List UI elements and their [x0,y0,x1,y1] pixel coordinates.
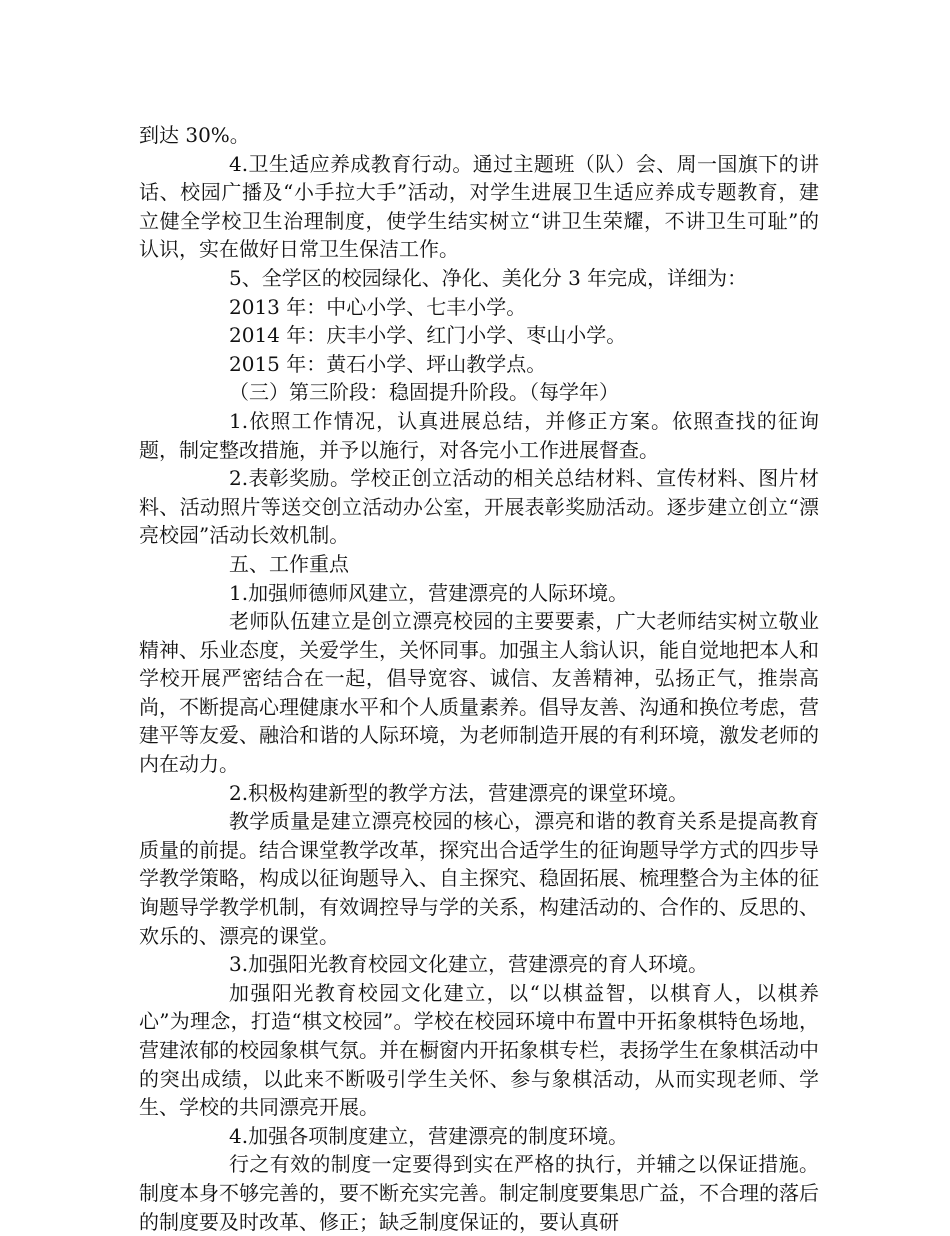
paragraph: 2014 年：庆丰小学、红门小学、枣山小学。 [229,323,627,348]
paragraph: 2015 年：黄石小学、坪山教学点。 [229,351,547,376]
document-body [139,121,819,1236]
paragraph: 教学质量是建立漂亮校园的核心，漂亮和谐的教育关系是提高教育质量的前提。结合课堂教学改革，探究出合适学生的征询题导学方式的四步导学教学策略，构成以征询题导入、自主探究、稳固拓展、梳理整合为主体的征询题导学教学机制，有效调控导与学的关系，构建活动的、合作的、反思的、欢乐的、漂亮的课堂。 [139,809,819,948]
paragraph: 1.依照工作情况，认真进展总结，并修正方案。依照查找的征询题，制定整改措施，并予以施行，对各完小工作进展督查。 [139,408,819,462]
paragraph: 行之有效的制度一定要得到实在严格的执行，并辅之以保证措施。制度本身不够完善的，要不断充实完善。制定制度要集思广益，不合理的落后的制度要及时改革、修正；缺乏制度保证的，要认真研 [139,1152,819,1234]
paragraph: 4.卫生适应养成教育行动。通过主题班（队）会、周一国旗下的讲话、校园广播及“小手拉大手”活动，对学生进展卫生适应养成专题教育，建立健全学校卫生治理制度，使学生结实树立“讲卫生荣耀，不讲卫生可耻”的认识，实在做好日常卫生保洁工作。 [139,151,819,262]
subheading: 3.加强阳光教育校园文化建立，营建漂亮的育人环境。 [229,952,709,977]
section-heading: （三）第三阶段：稳固提升阶段。（每学年） [229,380,619,405]
subheading: 1.加强师德师风建立，营建漂亮的人际环境。 [229,580,629,605]
subheading: 4.加强各项制度建立，营建漂亮的制度环境。 [229,1123,629,1148]
paragraph: 老师队伍建立是创立漂亮校园的主要要素，广大老师结实树立敬业精神、乐业态度，关爱学生，关怀同事。加强主人翁认识，能自觉地把本人和学校开展严密结合在一起，倡导宽容、诚信、友善精神，弘扬正气，推崇高尚，不断提高心理健康水平和个人质量素养。倡导友善、沟通和换位考虑，营建平等友爱、融洽和谐的人际环境，为老师制造开展的有利环境，激发老师的内在动力。 [139,609,819,777]
paragraph: 2.表彰奖励。学校正创立活动的相关总结材料、宣传材料、图片材料、活动照片等送交创立活动办公室，开展表彰奖励活动。逐步建立创立“漂亮校园”活动长效机制。 [139,466,819,548]
section-heading: 五、工作重点 [229,551,349,576]
paragraph: 5、全学区的校园绿化、净化、美化分 3 年完成，详细为： [229,265,748,290]
paragraph: 到达 30%。 [139,123,250,147]
paragraph: 2013 年：中心小学、七丰小学。 [229,294,527,319]
subheading: 2.积极构建新型的教学方法，营建漂亮的课堂环境。 [229,780,689,805]
paragraph: 加强阳光教育校园文化建立，以“以棋益智，以棋育人，以棋养心”为理念，打造“棋文校园”。学校在校园环境中布置中开拓象棋特色场地，营建浓郁的校园象棋气氛。并在橱窗内开拓象棋专栏，表扬学生在象棋活动中的突出成绩，以此来不断吸引学生关怀、参与象棋活动，从而实现老师、学生、学校的共同漂亮开展。 [139,980,819,1120]
